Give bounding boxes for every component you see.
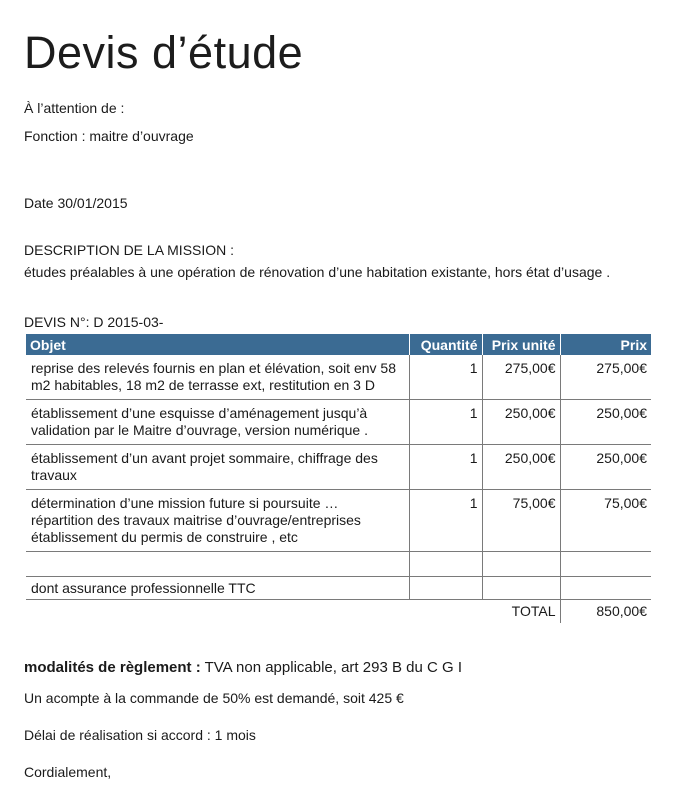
deposit-line: Un acompte à la commande de 50% est demandé, soit 425 € — [24, 690, 404, 706]
row-objet-line: validation par le Maitre d’ouvrage, version numérique . — [31, 422, 368, 438]
row-prix: 250,00€ — [560, 400, 651, 445]
row-prix-unite: 250,00€ — [482, 400, 560, 445]
payment-label: modalités de règlement : — [24, 659, 201, 676]
empty-cell — [560, 577, 651, 600]
row-prix: 75,00€ — [560, 490, 651, 552]
empty-cell — [26, 552, 409, 577]
empty-row — [26, 552, 651, 577]
empty-cell — [409, 552, 482, 577]
row-objet — [26, 400, 409, 445]
closing-line: Cordialement, — [24, 764, 112, 780]
row-objet-line: détermination d’une mission future si poursuite … — [31, 495, 339, 511]
row-quantite: 1 — [409, 445, 482, 490]
total-label: TOTAL — [482, 600, 560, 624]
row-objet — [26, 355, 409, 400]
devis-number: DEVIS N°: D 2015-03- — [24, 314, 164, 330]
header-quantite: Quantité — [409, 334, 482, 355]
payment-terms — [24, 659, 462, 677]
empty-cell — [409, 600, 482, 624]
table-row — [26, 490, 651, 552]
empty-cell — [560, 552, 651, 577]
total-row — [26, 600, 651, 624]
table-row — [26, 355, 651, 400]
table-header-row — [26, 334, 651, 355]
delay-line: Délai de réalisation si accord : 1 mois — [24, 727, 256, 743]
insurance-row — [26, 577, 651, 600]
row-objet — [26, 490, 409, 552]
row-quantite: 1 — [409, 400, 482, 445]
row-objet — [26, 445, 409, 490]
row-prix: 250,00€ — [560, 445, 651, 490]
function-line: Fonction : maitre d’ouvrage — [24, 128, 194, 144]
row-objet-line: répartition des travaux maitrise d’ouvrage/entreprises — [31, 512, 361, 528]
mission-heading: DESCRIPTION DE LA MISSION : — [24, 242, 235, 258]
table-row — [26, 400, 651, 445]
payment-tva: TVA non applicable, art 293 B du C G I — [200, 659, 462, 676]
table-row — [26, 445, 651, 490]
row-objet-line: reprise des relevés fournis en plan et élévation, soit env 58 — [31, 360, 396, 376]
attention-line: À l’attention de : — [24, 100, 125, 116]
row-quantite: 1 — [409, 355, 482, 400]
header-prix: Prix — [560, 334, 651, 355]
row-prix: 275,00€ — [560, 355, 651, 400]
document-title: Devis d’étude — [24, 27, 304, 78]
row-prix-unite: 250,00€ — [482, 445, 560, 490]
empty-cell — [409, 577, 482, 600]
row-objet-line: établissement du permis de construire , etc — [31, 529, 298, 545]
quote-table — [26, 334, 651, 623]
row-objet-line: établissement d’une esquisse d’aménagement jusqu’à — [31, 405, 368, 421]
row-objet-line: travaux — [31, 467, 77, 483]
mission-text: études préalables à une opération de rénovation d’une habitation existante, hors état d’usage . — [24, 264, 611, 280]
row-quantite: 1 — [409, 490, 482, 552]
empty-cell — [482, 577, 560, 600]
row-prix-unite: 75,00€ — [482, 490, 560, 552]
row-objet-line: établissement d’un avant projet sommaire, chiffrage des — [31, 450, 378, 466]
total-value: 850,00€ — [596, 603, 647, 619]
empty-cell — [482, 552, 560, 577]
row-prix-unite: 275,00€ — [482, 355, 560, 400]
row-objet-line: m2 habitables, 18 m2 de terrasse ext, restitution en 3 D — [31, 377, 375, 393]
insurance-note: dont assurance professionnelle TTC — [26, 577, 409, 600]
date-line: Date 30/01/2015 — [24, 195, 128, 211]
empty-cell — [26, 600, 409, 624]
header-objet: Objet — [26, 334, 409, 355]
header-prix-unite: Prix unité — [482, 334, 560, 355]
